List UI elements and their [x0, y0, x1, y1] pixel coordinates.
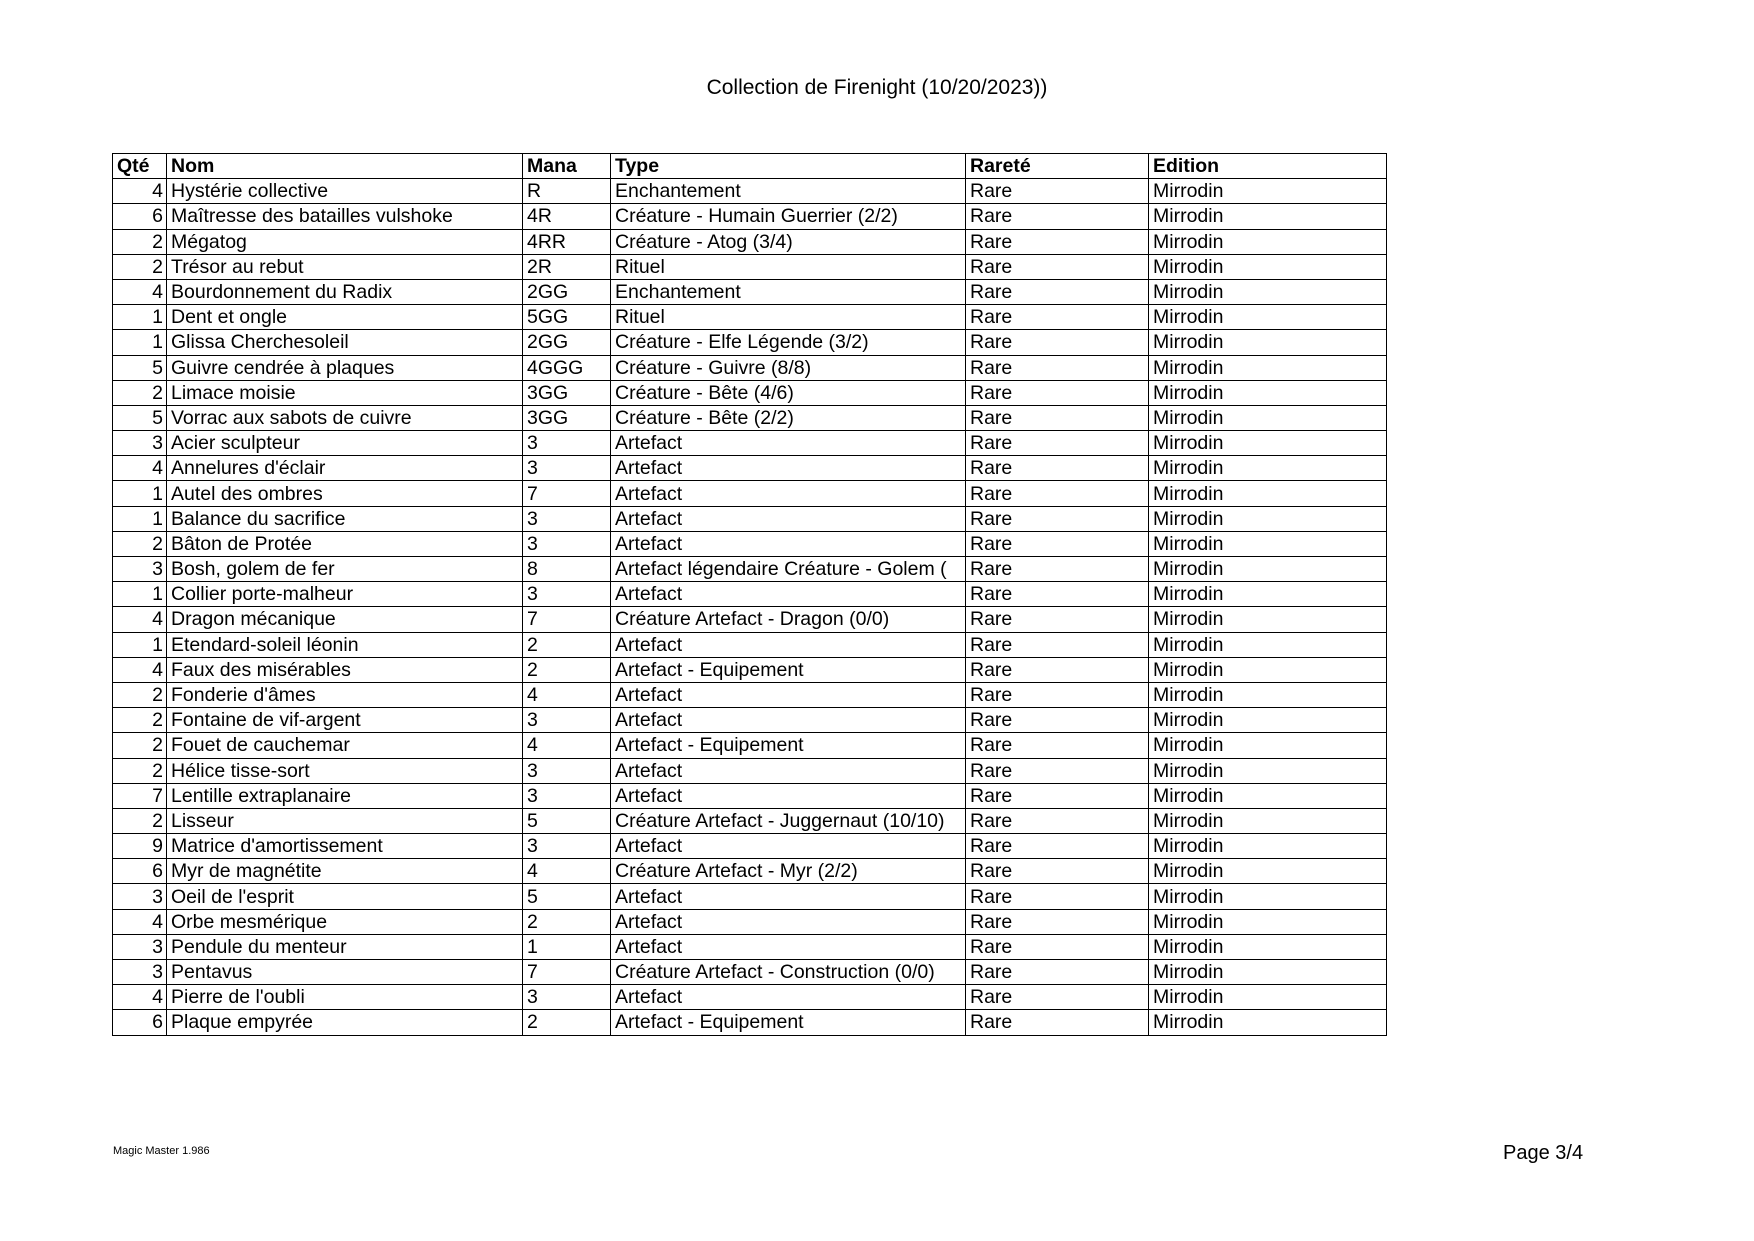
cell-nom: Maîtresse des batailles vulshoke: [167, 204, 523, 229]
cell-type: Artefact: [611, 456, 966, 481]
cell-qte: 4: [113, 456, 167, 481]
cell-nom: Guivre cendrée à plaques: [167, 355, 523, 380]
cell-nom: Autel des ombres: [167, 481, 523, 506]
cell-edition: Mirrodin: [1149, 557, 1387, 582]
cell-nom: Pierre de l'oubli: [167, 985, 523, 1010]
cell-nom: Limace moisie: [167, 380, 523, 405]
cell-type: Artefact - Equipement: [611, 657, 966, 682]
cell-rarete: Rare: [966, 657, 1149, 682]
cell-qte: 4: [113, 909, 167, 934]
table-row: [113, 960, 1387, 985]
cell-mana: 5GG: [523, 305, 611, 330]
table-row: [113, 682, 1387, 707]
cell-qte: 6: [113, 1010, 167, 1035]
cell-rarete: Rare: [966, 1010, 1149, 1035]
cell-edition: Mirrodin: [1149, 229, 1387, 254]
cell-nom: Etendard-soleil léonin: [167, 632, 523, 657]
table-row: [113, 531, 1387, 556]
table-row: [113, 859, 1387, 884]
cell-rarete: Rare: [966, 985, 1149, 1010]
table-row: [113, 834, 1387, 859]
table-row: [113, 909, 1387, 934]
cell-rarete: Rare: [966, 330, 1149, 355]
cell-rarete: Rare: [966, 607, 1149, 632]
cell-edition: Mirrodin: [1149, 985, 1387, 1010]
cell-rarete: Rare: [966, 682, 1149, 707]
cell-type: Rituel: [611, 305, 966, 330]
cell-qte: 3: [113, 884, 167, 909]
cell-nom: Glissa Cherchesoleil: [167, 330, 523, 355]
cell-mana: R: [523, 179, 611, 204]
table-row: [113, 279, 1387, 304]
cell-edition: Mirrodin: [1149, 960, 1387, 985]
cell-edition: Mirrodin: [1149, 531, 1387, 556]
cell-mana: 3: [523, 531, 611, 556]
cell-rarete: Rare: [966, 355, 1149, 380]
cell-nom: Plaque empyrée: [167, 1010, 523, 1035]
cell-type: Artefact: [611, 431, 966, 456]
cell-type: Rituel: [611, 254, 966, 279]
cell-qte: 2: [113, 254, 167, 279]
cell-mana: 3: [523, 708, 611, 733]
cell-nom: Pendule du menteur: [167, 934, 523, 959]
cell-type: Artefact: [611, 758, 966, 783]
cell-qte: 6: [113, 859, 167, 884]
table-row: [113, 380, 1387, 405]
cell-nom: Hystérie collective: [167, 179, 523, 204]
cell-rarete: Rare: [966, 456, 1149, 481]
table-row: [113, 431, 1387, 456]
cell-mana: 7: [523, 607, 611, 632]
collection-table: [112, 153, 1387, 1036]
cell-rarete: Rare: [966, 380, 1149, 405]
table-row: [113, 179, 1387, 204]
page-title: Collection de Firenight (10/20/2023)): [706, 76, 1048, 99]
table-row: [113, 607, 1387, 632]
cell-rarete: Rare: [966, 204, 1149, 229]
cell-qte: 1: [113, 506, 167, 531]
cell-qte: 3: [113, 431, 167, 456]
cell-edition: Mirrodin: [1149, 506, 1387, 531]
cell-rarete: Rare: [966, 506, 1149, 531]
cell-mana: 3: [523, 582, 611, 607]
cell-rarete: Rare: [966, 179, 1149, 204]
cell-edition: Mirrodin: [1149, 733, 1387, 758]
cell-rarete: Rare: [966, 708, 1149, 733]
cell-qte: 3: [113, 557, 167, 582]
cell-qte: 2: [113, 733, 167, 758]
cell-type: Artefact: [611, 506, 966, 531]
table-row: [113, 456, 1387, 481]
header-nom: Nom: [167, 154, 523, 179]
cell-type: Artefact: [611, 985, 966, 1010]
cell-qte: 5: [113, 405, 167, 430]
cell-edition: Mirrodin: [1149, 279, 1387, 304]
table-row: [113, 783, 1387, 808]
cell-type: Créature Artefact - Myr (2/2): [611, 859, 966, 884]
cell-nom: Pentavus: [167, 960, 523, 985]
cell-nom: Fontaine de vif-argent: [167, 708, 523, 733]
cell-edition: Mirrodin: [1149, 330, 1387, 355]
cell-qte: 3: [113, 960, 167, 985]
cell-rarete: Rare: [966, 758, 1149, 783]
cell-qte: 2: [113, 531, 167, 556]
cell-nom: Acier sculpteur: [167, 431, 523, 456]
cell-qte: 4: [113, 179, 167, 204]
cell-nom: Bosh, golem de fer: [167, 557, 523, 582]
header-type: Type: [611, 154, 966, 179]
table-row: [113, 632, 1387, 657]
cell-edition: Mirrodin: [1149, 808, 1387, 833]
cell-type: Créature - Bête (2/2): [611, 405, 966, 430]
cell-nom: Collier porte-malheur: [167, 582, 523, 607]
cell-type: Artefact: [611, 783, 966, 808]
cell-type: Artefact: [611, 834, 966, 859]
cell-mana: 3: [523, 783, 611, 808]
cell-mana: 3GG: [523, 380, 611, 405]
cell-type: Artefact: [611, 909, 966, 934]
cell-rarete: Rare: [966, 279, 1149, 304]
cell-edition: Mirrodin: [1149, 1010, 1387, 1035]
cell-rarete: Rare: [966, 557, 1149, 582]
table-header-row: [113, 154, 1387, 179]
header-qte: Qté: [113, 154, 167, 179]
cell-mana: 1: [523, 934, 611, 959]
cell-rarete: Rare: [966, 405, 1149, 430]
cell-type: Artefact: [611, 934, 966, 959]
cell-mana: 3GG: [523, 405, 611, 430]
cell-qte: 2: [113, 708, 167, 733]
cell-type: Artefact: [611, 884, 966, 909]
cell-edition: Mirrodin: [1149, 783, 1387, 808]
cell-edition: Mirrodin: [1149, 582, 1387, 607]
cell-nom: Matrice d'amortissement: [167, 834, 523, 859]
cell-nom: Mégatog: [167, 229, 523, 254]
table-row: [113, 985, 1387, 1010]
table-row: [113, 758, 1387, 783]
table-row: [113, 934, 1387, 959]
cell-mana: 4RR: [523, 229, 611, 254]
table-row: [113, 657, 1387, 682]
cell-qte: 2: [113, 380, 167, 405]
cell-rarete: Rare: [966, 934, 1149, 959]
cell-qte: 1: [113, 632, 167, 657]
cell-qte: 1: [113, 305, 167, 330]
cell-rarete: Rare: [966, 834, 1149, 859]
cell-type: Artefact légendaire Créature - Golem (: [611, 557, 966, 582]
cell-qte: 4: [113, 985, 167, 1010]
cell-rarete: Rare: [966, 859, 1149, 884]
cell-edition: Mirrodin: [1149, 859, 1387, 884]
cell-nom: Bourdonnement du Radix: [167, 279, 523, 304]
table-row: [113, 506, 1387, 531]
cell-mana: 7: [523, 481, 611, 506]
cell-mana: 2GG: [523, 279, 611, 304]
cell-mana: 3: [523, 506, 611, 531]
table-row: [113, 582, 1387, 607]
cell-qte: 5: [113, 355, 167, 380]
cell-edition: Mirrodin: [1149, 254, 1387, 279]
table-row: [113, 305, 1387, 330]
cell-mana: 2GG: [523, 330, 611, 355]
cell-qte: 6: [113, 204, 167, 229]
cell-rarete: Rare: [966, 305, 1149, 330]
cell-edition: Mirrodin: [1149, 632, 1387, 657]
cell-rarete: Rare: [966, 632, 1149, 657]
cell-mana: 4R: [523, 204, 611, 229]
cell-edition: Mirrodin: [1149, 708, 1387, 733]
cell-type: Artefact - Equipement: [611, 1010, 966, 1035]
cell-qte: 7: [113, 783, 167, 808]
cell-rarete: Rare: [966, 254, 1149, 279]
table-row: [113, 481, 1387, 506]
cell-rarete: Rare: [966, 481, 1149, 506]
table-row: [113, 204, 1387, 229]
cell-rarete: Rare: [966, 431, 1149, 456]
header-mana: Mana: [523, 154, 611, 179]
cell-type: Artefact: [611, 682, 966, 707]
cell-nom: Dent et ongle: [167, 305, 523, 330]
cell-mana: 2: [523, 632, 611, 657]
cell-rarete: Rare: [966, 960, 1149, 985]
cell-qte: 9: [113, 834, 167, 859]
cell-edition: Mirrodin: [1149, 758, 1387, 783]
table-row: [113, 355, 1387, 380]
cell-edition: Mirrodin: [1149, 607, 1387, 632]
cell-type: Créature - Humain Guerrier (2/2): [611, 204, 966, 229]
cell-edition: Mirrodin: [1149, 204, 1387, 229]
cell-qte: 3: [113, 934, 167, 959]
cell-mana: 3: [523, 431, 611, 456]
cell-nom: Orbe mesmérique: [167, 909, 523, 934]
cell-edition: Mirrodin: [1149, 305, 1387, 330]
table-row: [113, 884, 1387, 909]
cell-rarete: Rare: [966, 808, 1149, 833]
cell-type: Créature Artefact - Dragon (0/0): [611, 607, 966, 632]
cell-rarete: Rare: [966, 229, 1149, 254]
cell-type: Enchantement: [611, 279, 966, 304]
cell-type: Artefact: [611, 632, 966, 657]
cell-rarete: Rare: [966, 909, 1149, 934]
cell-type: Créature - Guivre (8/8): [611, 355, 966, 380]
cell-edition: Mirrodin: [1149, 179, 1387, 204]
cell-qte: 4: [113, 607, 167, 632]
table-row: [113, 808, 1387, 833]
cell-qte: 2: [113, 808, 167, 833]
cell-edition: Mirrodin: [1149, 884, 1387, 909]
cell-mana: 5: [523, 884, 611, 909]
cell-nom: Fouet de cauchemar: [167, 733, 523, 758]
cell-type: Enchantement: [611, 179, 966, 204]
cell-nom: Dragon mécanique: [167, 607, 523, 632]
cell-edition: Mirrodin: [1149, 405, 1387, 430]
table-row: [113, 733, 1387, 758]
cell-rarete: Rare: [966, 783, 1149, 808]
cell-nom: Fonderie d'âmes: [167, 682, 523, 707]
cell-rarete: Rare: [966, 884, 1149, 909]
header-rarete: Rareté: [966, 154, 1149, 179]
cell-rarete: Rare: [966, 531, 1149, 556]
cell-rarete: Rare: [966, 582, 1149, 607]
cell-type: Artefact: [611, 708, 966, 733]
cell-mana: 2R: [523, 254, 611, 279]
cell-nom: Lisseur: [167, 808, 523, 833]
cell-edition: Mirrodin: [1149, 934, 1387, 959]
table-row: [113, 557, 1387, 582]
cell-edition: Mirrodin: [1149, 380, 1387, 405]
cell-nom: Hélice tisse-sort: [167, 758, 523, 783]
cell-qte: 2: [113, 682, 167, 707]
cell-type: Artefact - Equipement: [611, 733, 966, 758]
header-edition: Edition: [1149, 154, 1387, 179]
cell-nom: Balance du sacrifice: [167, 506, 523, 531]
cell-edition: Mirrodin: [1149, 682, 1387, 707]
cell-nom: Faux des misérables: [167, 657, 523, 682]
cell-mana: 2: [523, 909, 611, 934]
cell-nom: Myr de magnétite: [167, 859, 523, 884]
cell-nom: Trésor au rebut: [167, 254, 523, 279]
cell-type: Artefact: [611, 481, 966, 506]
cell-qte: 2: [113, 229, 167, 254]
table-row: [113, 405, 1387, 430]
cell-mana: 2: [523, 657, 611, 682]
cell-mana: 3: [523, 985, 611, 1010]
cell-qte: 2: [113, 758, 167, 783]
cell-mana: 4: [523, 733, 611, 758]
cell-type: Créature Artefact - Construction (0/0): [611, 960, 966, 985]
cell-mana: 3: [523, 758, 611, 783]
cell-mana: 5: [523, 808, 611, 833]
cell-qte: 4: [113, 279, 167, 304]
cell-qte: 4: [113, 657, 167, 682]
cell-nom: Annelures d'éclair: [167, 456, 523, 481]
table-row: [113, 254, 1387, 279]
cell-type: Créature - Bête (4/6): [611, 380, 966, 405]
cell-nom: Bâton de Protée: [167, 531, 523, 556]
table-row: [113, 708, 1387, 733]
cell-nom: Vorrac aux sabots de cuivre: [167, 405, 523, 430]
cell-edition: Mirrodin: [1149, 355, 1387, 380]
page-number: Page 3/4: [1503, 1142, 1584, 1164]
cell-edition: Mirrodin: [1149, 834, 1387, 859]
cell-edition: Mirrodin: [1149, 909, 1387, 934]
cell-mana: 4: [523, 682, 611, 707]
table-body: [113, 179, 1387, 1035]
cell-type: Créature Artefact - Juggernaut (10/10): [611, 808, 966, 833]
table-row: [113, 330, 1387, 355]
app-version: Magic Master 1.986: [113, 1145, 210, 1157]
cell-mana: 3: [523, 456, 611, 481]
cell-mana: 2: [523, 1010, 611, 1035]
cell-mana: 4GGG: [523, 355, 611, 380]
cell-type: Artefact: [611, 531, 966, 556]
cell-mana: 4: [523, 859, 611, 884]
cell-type: Créature - Atog (3/4): [611, 229, 966, 254]
table-row: [113, 1010, 1387, 1035]
cell-nom: Oeil de l'esprit: [167, 884, 523, 909]
cell-qte: 1: [113, 330, 167, 355]
cell-edition: Mirrodin: [1149, 481, 1387, 506]
cell-mana: 7: [523, 960, 611, 985]
cell-mana: 8: [523, 557, 611, 582]
cell-type: Artefact: [611, 582, 966, 607]
cell-qte: 1: [113, 481, 167, 506]
cell-rarete: Rare: [966, 733, 1149, 758]
cell-mana: 3: [523, 834, 611, 859]
cell-edition: Mirrodin: [1149, 456, 1387, 481]
table-row: [113, 229, 1387, 254]
cell-edition: Mirrodin: [1149, 431, 1387, 456]
cell-nom: Lentille extraplanaire: [167, 783, 523, 808]
cell-qte: 1: [113, 582, 167, 607]
cell-edition: Mirrodin: [1149, 657, 1387, 682]
cell-type: Créature - Elfe Légende (3/2): [611, 330, 966, 355]
